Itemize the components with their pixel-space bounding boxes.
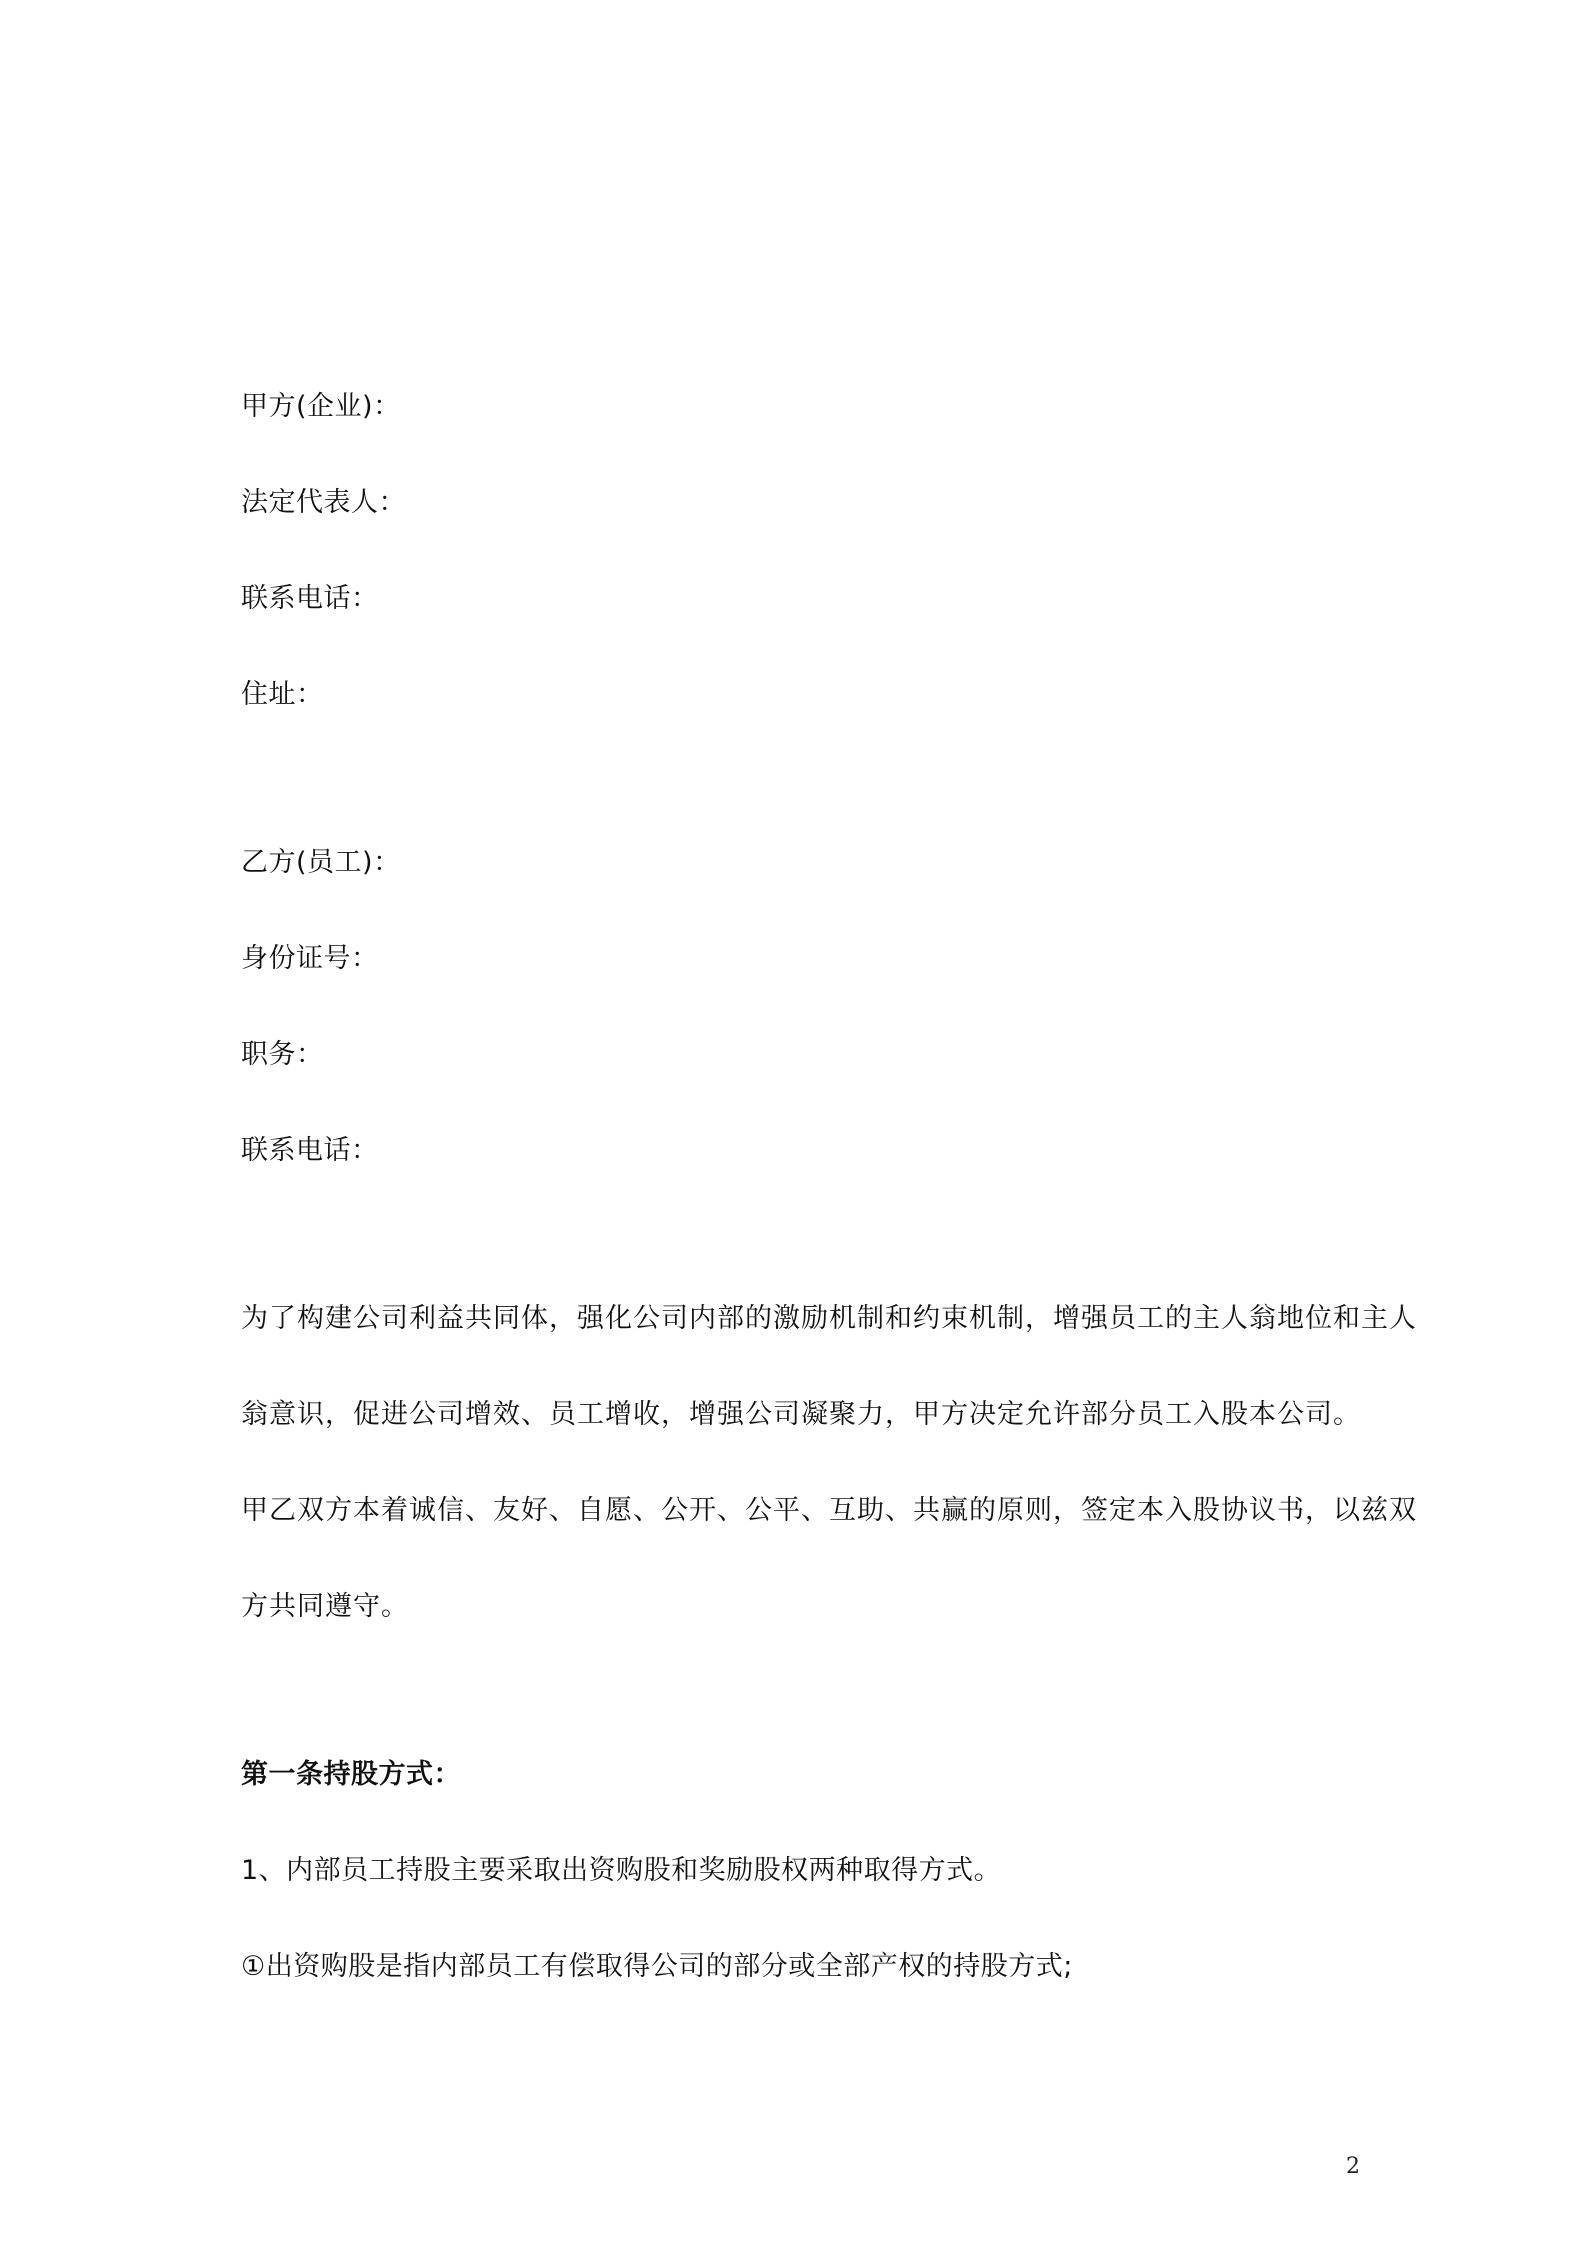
- article-1-item-1: 1、内部员工持股主要采取出资购股和奖励股权两种取得方式。: [241, 1855, 1002, 1886]
- preamble-line-3: 甲乙双方本着诚信、友好、自愿、公开、公平、互助、共赢的原则，签定本入股协议书，以兹双: [241, 1495, 1417, 1526]
- article-1-item-1a: ①出资购股是指内部员工有偿取得公司的部分或全部产权的持股方式;: [241, 1951, 1073, 1982]
- party-a-label: 甲方(企业)：: [241, 391, 401, 422]
- article-1-heading: 第一条持股方式：: [241, 1759, 461, 1790]
- party-b-phone-label: 联系电话：: [241, 1135, 379, 1166]
- preamble-line-1: 为了构建公司利益共同体，强化公司内部的激励机制和约束机制，增强员工的主人翁地位和主人: [241, 1303, 1417, 1334]
- page-number: 2: [1346, 2154, 1360, 2179]
- party-b-position-label: 职务：: [241, 1039, 324, 1070]
- preamble-line-2: 翁意识，促进公司增效、员工增收，增强公司凝聚力，甲方决定允许部分员工入股本公司。: [241, 1399, 1361, 1430]
- party-a-legal-rep-label: 法定代表人：: [241, 487, 406, 518]
- party-b-id-number-label: 身份证号：: [241, 943, 379, 974]
- preamble-line-4: 方共同遵守。: [241, 1591, 409, 1622]
- party-a-phone-label: 联系电话：: [241, 583, 379, 614]
- party-b-label: 乙方(员工)：: [241, 847, 401, 878]
- party-a-address-label: 住址：: [241, 679, 324, 710]
